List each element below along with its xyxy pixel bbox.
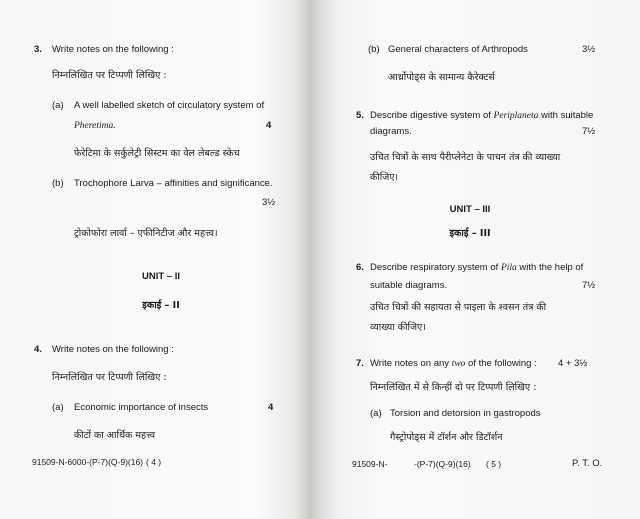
q7-hindi: निम्नलिखित में से किन्हीं दो पर टिप्पणी लिखिए : xyxy=(370,382,537,393)
q7-marks: 4 + 3½ xyxy=(558,358,588,369)
q7-text: Write notes on any two of the following : xyxy=(370,358,537,369)
unit-2-title-hindi: इकाई – II xyxy=(142,300,180,311)
q7a-label: (a) xyxy=(370,408,382,419)
q4-title-hindi: निम्नलिखित पर टिप्पणी लिखिए : xyxy=(52,372,167,383)
pto-label: P. T. O. xyxy=(572,458,603,469)
q3b-hindi-right: आर्थ्रोपोड्स के सामान्य कैरेक्टर्स xyxy=(388,72,495,83)
q6-number: 6. xyxy=(356,262,364,273)
unit-3-title-hindi: इकाई – III xyxy=(449,228,491,239)
q7a-text: Torsion and detorsion in gastropods xyxy=(390,408,541,419)
q5-marks: 7½ xyxy=(582,126,596,137)
q6-hindi-1: उचित चित्रों की सहायता से पाइला के श्वसन तंत्र की xyxy=(370,302,547,313)
q5-text: Describe digestive system of Periplaneta with suitable xyxy=(370,110,594,121)
q3b-label-right: (b) xyxy=(368,44,380,55)
q4a-hindi: कीटों का आर्थिक महत्त्व xyxy=(74,430,156,441)
q3a-text: A well labelled sketch of circulatory system of xyxy=(74,100,265,111)
q6-hindi-2: व्याख्या कीजिए। xyxy=(370,322,426,333)
q7a-hindi: गैस्ट्रोपोड्स में टॉर्शन और डिटॉर्शन xyxy=(390,432,503,443)
q3-title: Write notes on the following : xyxy=(52,44,174,55)
q4a-label: (a) xyxy=(52,402,64,413)
unit-2-title: UNIT – II xyxy=(141,271,180,282)
right-page xyxy=(340,0,640,519)
right-footer-code: 91509-N- xyxy=(352,459,388,469)
q4-number: 4. xyxy=(34,344,42,355)
q3b-marks: 3½ xyxy=(262,197,276,208)
right-footer-code-2: -(P-7)(Q-9)(16) xyxy=(414,459,471,469)
q5-hindi-2: कीजिए। xyxy=(370,172,399,183)
q3-number: 3. xyxy=(34,44,42,55)
q4a-marks: 4 xyxy=(268,402,274,413)
q3b-hindi: ट्रोकोफोरा लार्वा – एफीनिटीज और महत्त्व। xyxy=(74,228,218,239)
right-page-number: ( 5 ) xyxy=(486,459,502,469)
q3a-marks: 4 xyxy=(266,120,272,131)
q6-text: Describe respiratory system of Pila with the help of xyxy=(370,262,584,273)
unit-3-title: UNIT – III xyxy=(449,204,491,215)
q3a-text-2: Pheretima. xyxy=(74,121,116,131)
q6-marks: 7½ xyxy=(582,280,596,291)
q6-text-2: suitable diagrams. xyxy=(370,280,448,291)
q4-title: Write notes on the following : xyxy=(52,344,174,355)
q5-number: 5. xyxy=(356,110,364,121)
q3b-text-right: General characters of Arthropods xyxy=(388,44,528,55)
left-page-number: ( 4 ) xyxy=(146,457,162,467)
q5-hindi-1: उचित चित्रों के साथ पैरीप्लेनेटा के पाचन तंत्र की व्याख्या xyxy=(370,152,561,163)
q5-text-2: diagrams. xyxy=(370,126,412,137)
q3a-hindi: फेरेटिमा के सर्कुलेट्री सिस्टम का वेल लेबल्ड स्केच xyxy=(74,148,240,159)
left-page xyxy=(0,0,300,519)
q3b-text: Trochophore Larva – affinities and significance. xyxy=(74,178,273,189)
q7-number: 7. xyxy=(356,358,364,369)
q3a-label: (a) xyxy=(52,100,64,111)
q3-title-hindi: निम्नलिखित पर टिप्पणी लिखिए : xyxy=(52,70,167,81)
q4a-text: Economic importance of insects xyxy=(74,402,209,413)
left-footer-code: 91509-N-6000-(P-7)(Q-9)(16) xyxy=(32,457,144,467)
q3b-label: (b) xyxy=(52,178,64,189)
q3b-marks-right: 3½ xyxy=(582,44,596,55)
